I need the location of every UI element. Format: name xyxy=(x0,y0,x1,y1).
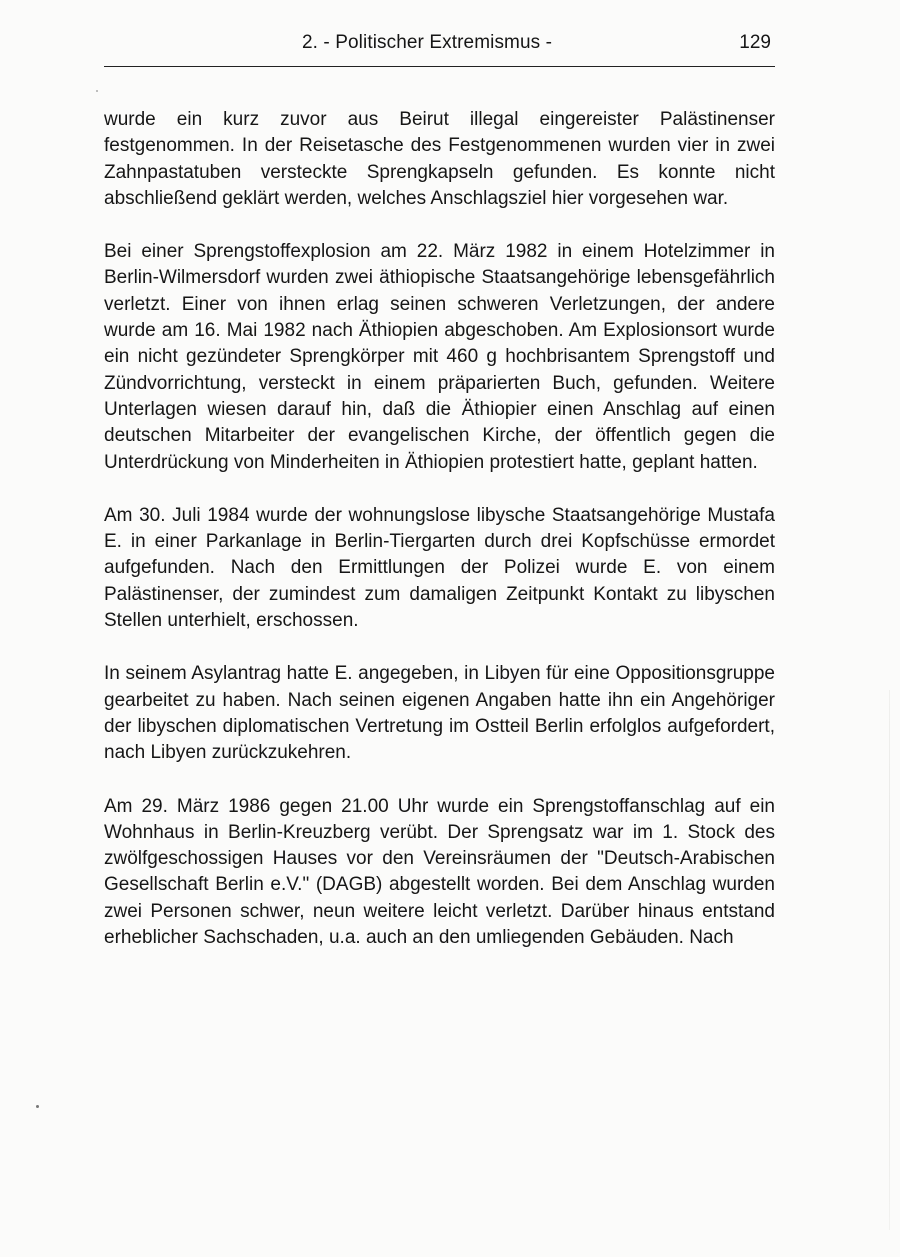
header-rule xyxy=(104,66,775,67)
scan-speck xyxy=(36,1105,39,1108)
paragraph-2: Bei einer Sprengstoffexplosion am 22. März 1982 in einem Hotelzimmer in Berlin-Wilmersdorf wurden zwei äthiopische Staatsangehörige lebensgefährlich verletzt. Einer von ihnen erlag seinen schweren Verletzungen, der andere wurde am 16. Mai 1982 nach Äthiopien abgeschoben. Am Explosionsort wurde ein nicht gezündeter Sprengkörper mit 460 g hochbrisantem Sprengstoff und Zündvorrichtung, versteckt in einem präparierten Buch, gefunden. Weitere Unterlagen wiesen darauf hin, daß die Äthiopier einen Anschlag auf einen deutschen Mitarbeiter der evangelischen Kirche, der öffentlich gegen die Unterdrückung von Minderheiten in Äthiopien protestiert hatte, geplant hatten. xyxy=(104,241,775,473)
scan-edge-shadow xyxy=(889,690,890,1230)
header-title: 2. - Politischer Extremismus - xyxy=(302,32,553,53)
scan-speck xyxy=(96,90,98,92)
paragraph-1: wurde ein kurz zuvor aus Beirut illegal eingereister Palästinenser festgenommen. In der Reisetasche des Festgenommenen wurden vier in zwei Zahnpastatuben versteckte Sprengkapseln gefunden. Es konnte nicht abschließend geklärt werden, welches Anschlagsziel hier vorgesehen war. xyxy=(104,109,775,209)
paragraph-5: Am 29. März 1986 gegen 21.00 Uhr wurde ein Sprengstoffanschlag auf ein Wohnhaus in Berlin-Kreuzberg verübt. Der Sprengsatz war im 1. Stock des zwölfgeschossigen Hauses vor den Vereinsräumen der "Deutsch-Arabischen Gesellschaft Berlin e.V." (DAGB) abgestellt worden. Bei dem Anschlag wurden zwei Personen schwer, neun weitere leicht verletzt. Darüber hinaus entstand erheblicher Sachschaden, u.a. auch an den umliegenden Gebäuden. Nach xyxy=(104,795,775,949)
page-number: 129 xyxy=(739,32,771,53)
running-header xyxy=(300,28,775,68)
paragraph-3: Am 30. Juli 1984 wurde der wohnungslose libysche Staatsangehörige Mustafa E. in einer Parkanlage in Berlin-Tiergarten durch drei Kopfschüsse ermordet aufgefunden. Nach den Ermittlungen der Polizei wurde E. von einem Palästinenser, der zumindest zum damaligen Zeitpunkt Kontakt zu libyschen Stellen unterhielt, erschossen. xyxy=(104,504,775,632)
paragraph-4: In seinem Asylantrag hatte E. angegeben, in Libyen für eine Oppositionsgruppe gearbeitet zu haben. Nach seinen eigenen Angaben hatte ihn ein Angehöriger der libyschen diplomatischen Vertretung im Ostteil Berlin erfolglos aufgefordert, nach Libyen zurückzukehren. xyxy=(104,663,775,764)
body-text xyxy=(104,107,775,978)
